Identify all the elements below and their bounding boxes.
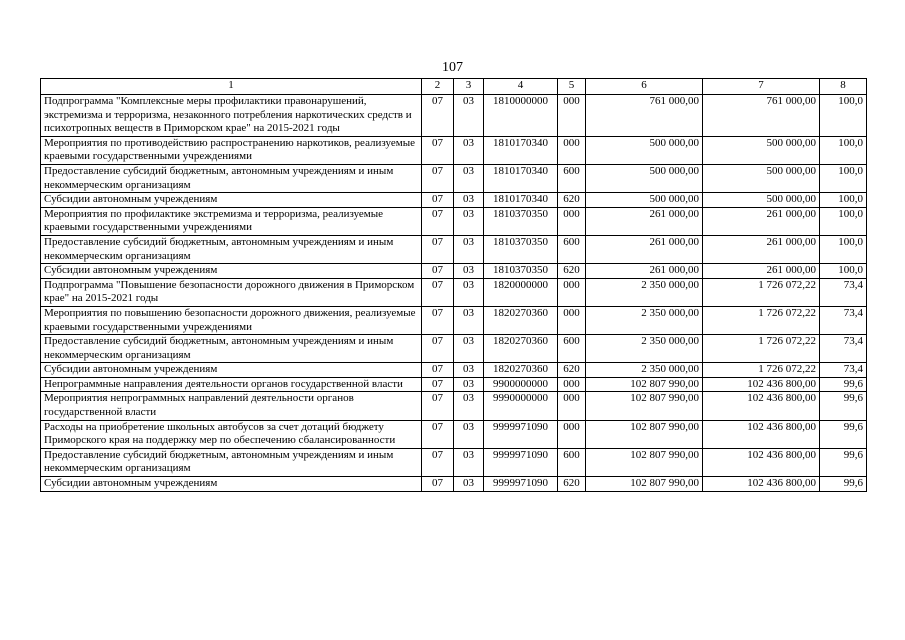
subsection-code-cell: 03 bbox=[454, 335, 484, 363]
percent-cell: 100,0 bbox=[820, 136, 867, 164]
table-row bbox=[41, 136, 867, 164]
section-code-cell: 07 bbox=[422, 306, 454, 334]
target-article-cell: 1810370350 bbox=[484, 207, 558, 235]
planned-amount-cell: 102 807 990,00 bbox=[586, 477, 703, 492]
item-name-cell: Подпрограмма "Повышение безопасности дорожного движения в Приморском крае" на 2015-2021 годы bbox=[41, 278, 422, 306]
planned-amount-cell: 761 000,00 bbox=[586, 95, 703, 137]
planned-amount-cell: 500 000,00 bbox=[586, 164, 703, 192]
item-name-cell: Предоставление субсидий бюджетным, автономным учреждениям и иным некоммерческим организациям bbox=[41, 448, 422, 476]
header-cell: 4 bbox=[484, 79, 558, 95]
header-cell: 7 bbox=[703, 79, 820, 95]
target-article-cell: 1810170340 bbox=[484, 193, 558, 208]
subsection-code-cell: 03 bbox=[454, 278, 484, 306]
target-article-cell: 1810170340 bbox=[484, 136, 558, 164]
expense-type-cell: 600 bbox=[558, 164, 586, 192]
item-name-cell: Непрограммные направления деятельности органов государственной власти bbox=[41, 377, 422, 392]
expense-type-cell: 000 bbox=[558, 306, 586, 334]
target-article-cell: 9900000000 bbox=[484, 377, 558, 392]
executed-amount-cell: 102 436 800,00 bbox=[703, 477, 820, 492]
percent-cell: 100,0 bbox=[820, 207, 867, 235]
subsection-code-cell: 03 bbox=[454, 392, 484, 420]
section-code-cell: 07 bbox=[422, 164, 454, 192]
executed-amount-cell: 500 000,00 bbox=[703, 164, 820, 192]
table-row bbox=[41, 278, 867, 306]
expense-type-cell: 620 bbox=[558, 477, 586, 492]
executed-amount-cell: 1 726 072,22 bbox=[703, 278, 820, 306]
header-cell: 5 bbox=[558, 79, 586, 95]
table-row bbox=[41, 448, 867, 476]
expense-type-cell: 620 bbox=[558, 264, 586, 279]
target-article-cell: 9990000000 bbox=[484, 392, 558, 420]
section-code-cell: 07 bbox=[422, 377, 454, 392]
expense-type-cell: 000 bbox=[558, 278, 586, 306]
table-row bbox=[41, 264, 867, 279]
subsection-code-cell: 03 bbox=[454, 420, 484, 448]
item-name-cell: Субсидии автономным учреждениям bbox=[41, 193, 422, 208]
table-row bbox=[41, 420, 867, 448]
target-article-cell: 1820270360 bbox=[484, 306, 558, 334]
table-row bbox=[41, 164, 867, 192]
executed-amount-cell: 1 726 072,22 bbox=[703, 335, 820, 363]
header-cell: 6 bbox=[586, 79, 703, 95]
expense-type-cell: 000 bbox=[558, 392, 586, 420]
subsection-code-cell: 03 bbox=[454, 164, 484, 192]
budget-table bbox=[40, 78, 867, 492]
target-article-cell: 1810370350 bbox=[484, 264, 558, 279]
target-article-cell: 1810370350 bbox=[484, 235, 558, 263]
executed-amount-cell: 102 436 800,00 bbox=[703, 448, 820, 476]
executed-amount-cell: 102 436 800,00 bbox=[703, 420, 820, 448]
percent-cell: 99,6 bbox=[820, 377, 867, 392]
table-row bbox=[41, 306, 867, 334]
table-row bbox=[41, 392, 867, 420]
executed-amount-cell: 500 000,00 bbox=[703, 136, 820, 164]
planned-amount-cell: 102 807 990,00 bbox=[586, 392, 703, 420]
subsection-code-cell: 03 bbox=[454, 264, 484, 279]
section-code-cell: 07 bbox=[422, 193, 454, 208]
subsection-code-cell: 03 bbox=[454, 193, 484, 208]
planned-amount-cell: 102 807 990,00 bbox=[586, 448, 703, 476]
executed-amount-cell: 500 000,00 bbox=[703, 193, 820, 208]
expense-type-cell: 620 bbox=[558, 363, 586, 378]
section-code-cell: 07 bbox=[422, 420, 454, 448]
planned-amount-cell: 2 350 000,00 bbox=[586, 278, 703, 306]
section-code-cell: 07 bbox=[422, 264, 454, 279]
planned-amount-cell: 102 807 990,00 bbox=[586, 377, 703, 392]
item-name-cell: Мероприятия по профилактике экстремизма и терроризма, реализуемые краевыми государственными учреждениями bbox=[41, 207, 422, 235]
expense-type-cell: 000 bbox=[558, 377, 586, 392]
target-article-cell: 9999971090 bbox=[484, 420, 558, 448]
planned-amount-cell: 261 000,00 bbox=[586, 264, 703, 279]
expense-type-cell: 600 bbox=[558, 235, 586, 263]
percent-cell: 100,0 bbox=[820, 164, 867, 192]
percent-cell: 73,4 bbox=[820, 278, 867, 306]
planned-amount-cell: 500 000,00 bbox=[586, 136, 703, 164]
table-row bbox=[41, 235, 867, 263]
table-row bbox=[41, 207, 867, 235]
percent-cell: 99,6 bbox=[820, 420, 867, 448]
item-name-cell: Субсидии автономным учреждениям bbox=[41, 477, 422, 492]
item-name-cell: Мероприятия по повышению безопасности дорожного движения, реализуемые краевыми государственными учреждениями bbox=[41, 306, 422, 334]
planned-amount-cell: 102 807 990,00 bbox=[586, 420, 703, 448]
expense-type-cell: 000 bbox=[558, 95, 586, 137]
table-row bbox=[41, 193, 867, 208]
header-cell: 1 bbox=[41, 79, 422, 95]
table-row bbox=[41, 363, 867, 378]
expense-type-cell: 600 bbox=[558, 448, 586, 476]
item-name-cell: Субсидии автономным учреждениям bbox=[41, 363, 422, 378]
table-row bbox=[41, 335, 867, 363]
item-name-cell: Расходы на приобретение школьных автобусов за счет дотаций бюджету Приморского края на поддержку мер по обеспечению сбалансированности bbox=[41, 420, 422, 448]
section-code-cell: 07 bbox=[422, 207, 454, 235]
header-cell: 2 bbox=[422, 79, 454, 95]
percent-cell: 100,0 bbox=[820, 235, 867, 263]
planned-amount-cell: 2 350 000,00 bbox=[586, 363, 703, 378]
header-row bbox=[41, 79, 867, 95]
item-name-cell: Подпрограмма "Комплексные меры профилактики правонарушений, экстремизма и терроризма, незаконного потребления наркотических средств и психотропных веществ в Приморском крае" на 2015-2021 годы bbox=[41, 95, 422, 137]
expense-type-cell: 600 bbox=[558, 335, 586, 363]
target-article-cell: 9999971090 bbox=[484, 448, 558, 476]
percent-cell: 73,4 bbox=[820, 306, 867, 334]
expense-type-cell: 000 bbox=[558, 420, 586, 448]
percent-cell: 99,6 bbox=[820, 477, 867, 492]
executed-amount-cell: 1 726 072,22 bbox=[703, 306, 820, 334]
target-article-cell: 1820000000 bbox=[484, 278, 558, 306]
section-code-cell: 07 bbox=[422, 235, 454, 263]
header-cell: 8 bbox=[820, 79, 867, 95]
percent-cell: 99,6 bbox=[820, 448, 867, 476]
percent-cell: 100,0 bbox=[820, 264, 867, 279]
section-code-cell: 07 bbox=[422, 136, 454, 164]
target-article-cell: 1820270360 bbox=[484, 363, 558, 378]
executed-amount-cell: 102 436 800,00 bbox=[703, 377, 820, 392]
section-code-cell: 07 bbox=[422, 448, 454, 476]
planned-amount-cell: 2 350 000,00 bbox=[586, 306, 703, 334]
subsection-code-cell: 03 bbox=[454, 207, 484, 235]
table-row bbox=[41, 377, 867, 392]
percent-cell: 100,0 bbox=[820, 193, 867, 208]
target-article-cell: 9999971090 bbox=[484, 477, 558, 492]
section-code-cell: 07 bbox=[422, 95, 454, 137]
table-row bbox=[41, 95, 867, 137]
subsection-code-cell: 03 bbox=[454, 136, 484, 164]
percent-cell: 73,4 bbox=[820, 363, 867, 378]
percent-cell: 99,6 bbox=[820, 392, 867, 420]
table-row bbox=[41, 477, 867, 492]
planned-amount-cell: 261 000,00 bbox=[586, 207, 703, 235]
subsection-code-cell: 03 bbox=[454, 235, 484, 263]
section-code-cell: 07 bbox=[422, 278, 454, 306]
executed-amount-cell: 261 000,00 bbox=[703, 207, 820, 235]
section-code-cell: 07 bbox=[422, 335, 454, 363]
section-code-cell: 07 bbox=[422, 477, 454, 492]
page-number: 107 bbox=[442, 60, 463, 75]
planned-amount-cell: 2 350 000,00 bbox=[586, 335, 703, 363]
item-name-cell: Субсидии автономным учреждениям bbox=[41, 264, 422, 279]
percent-cell: 73,4 bbox=[820, 335, 867, 363]
executed-amount-cell: 261 000,00 bbox=[703, 264, 820, 279]
target-article-cell: 1810000000 bbox=[484, 95, 558, 137]
executed-amount-cell: 261 000,00 bbox=[703, 235, 820, 263]
executed-amount-cell: 102 436 800,00 bbox=[703, 392, 820, 420]
item-name-cell: Мероприятия непрограммных направлений деятельности органов государственной власти bbox=[41, 392, 422, 420]
subsection-code-cell: 03 bbox=[454, 448, 484, 476]
subsection-code-cell: 03 bbox=[454, 477, 484, 492]
expense-type-cell: 000 bbox=[558, 136, 586, 164]
planned-amount-cell: 261 000,00 bbox=[586, 235, 703, 263]
section-code-cell: 07 bbox=[422, 392, 454, 420]
subsection-code-cell: 03 bbox=[454, 306, 484, 334]
item-name-cell: Предоставление субсидий бюджетным, автономным учреждениям и иным некоммерческим организациям bbox=[41, 164, 422, 192]
planned-amount-cell: 500 000,00 bbox=[586, 193, 703, 208]
executed-amount-cell: 1 726 072,22 bbox=[703, 363, 820, 378]
subsection-code-cell: 03 bbox=[454, 95, 484, 137]
subsection-code-cell: 03 bbox=[454, 363, 484, 378]
percent-cell: 100,0 bbox=[820, 95, 867, 137]
subsection-code-cell: 03 bbox=[454, 377, 484, 392]
expense-type-cell: 000 bbox=[558, 207, 586, 235]
section-code-cell: 07 bbox=[422, 363, 454, 378]
item-name-cell: Предоставление субсидий бюджетным, автономным учреждениям и иным некоммерческим организациям bbox=[41, 235, 422, 263]
item-name-cell: Мероприятия по противодействию распространению наркотиков, реализуемые краевыми государственными учреждениями bbox=[41, 136, 422, 164]
target-article-cell: 1810170340 bbox=[484, 164, 558, 192]
item-name-cell: Предоставление субсидий бюджетным, автономным учреждениям и иным некоммерческим организациям bbox=[41, 335, 422, 363]
executed-amount-cell: 761 000,00 bbox=[703, 95, 820, 137]
header-cell: 3 bbox=[454, 79, 484, 95]
expense-type-cell: 620 bbox=[558, 193, 586, 208]
target-article-cell: 1820270360 bbox=[484, 335, 558, 363]
